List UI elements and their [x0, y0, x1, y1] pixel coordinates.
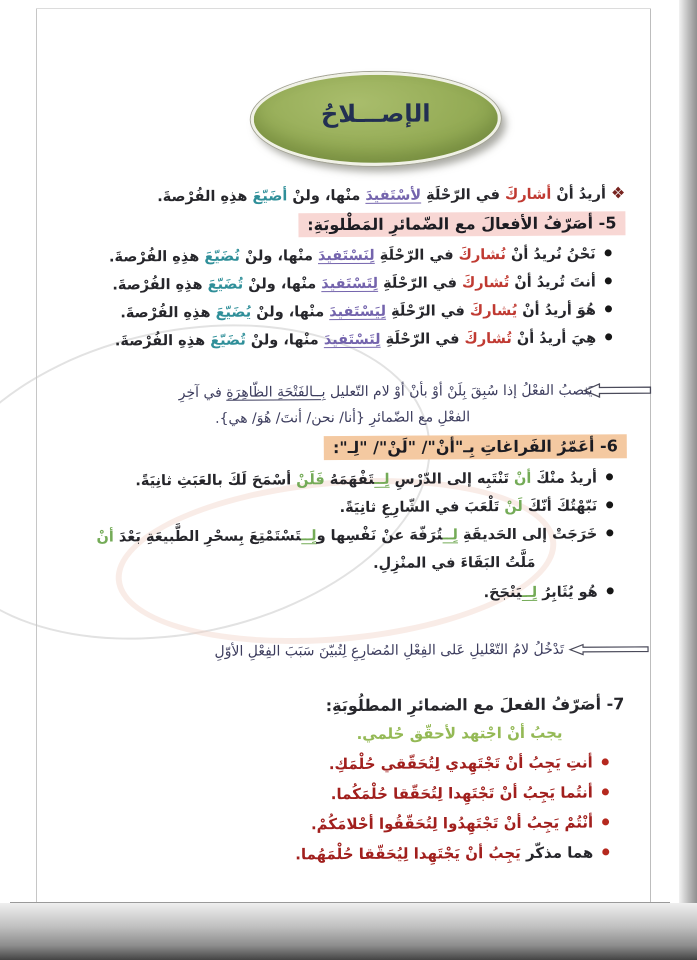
list-item: أريدُ منْكَ أنْ تَنْتَبِه إلى الدّرْسِ لِــتَفْهَمَهُ فَلَنْ أسْمَحَ لَكَ بالعَبَثِ ثانِيَةً. — [96, 464, 613, 495]
lesson-title-badge — [251, 71, 502, 167]
section5-heading-row — [298, 209, 625, 240]
lesson-title: الإصـــلاحُ — [320, 99, 431, 129]
bullet-icon — [606, 473, 613, 480]
bullet-icon — [602, 788, 609, 795]
intro-text: أريدُ أنْ أشاركَ في الرّحْلَةِ لأسْتَفيدَ منْها، ولنْ أضَيّعَ هذِهِ الفُرْصةَ. — [157, 186, 606, 206]
section7-list — [295, 749, 610, 871]
list-item: هما مذكّر يَجِبُ أنْ يَجْتَهِدا لِيُحَقّقا حُلْمَهُما. — [295, 839, 609, 871]
list-item: هُوَ أريدُ أنْ يُشاركَ في الرّحْلَةِ لِيَسْتَفيدَ منْها، ولنْ يُضَيّعَ هذِهِ الفُرْصةَ. — [109, 297, 612, 328]
list-item: هِيَ أريدُ أنْ تُشاركَ في الرّحْلَةِ لِتَسْتَفيدَ منْها، ولنْ تُضَيّعَ هذِهِ الفُرْصةَ. — [109, 325, 612, 356]
bullet-icon — [607, 587, 614, 594]
left-arrow-icon — [568, 642, 650, 657]
bullet-icon — [605, 333, 612, 340]
diamond-bullet-icon: ❖ — [610, 183, 626, 203]
list-item: أنتِ يَجِبُ أنْ تَجْتَهِدي لِتُحَقّقي حُلْمَكِ. — [295, 749, 609, 781]
bullet-icon — [605, 305, 612, 312]
note1-line2: الفعْلِ مع الضّمائرِ {أنا/ نحن/ أنتَ/ هُوَ/ هي}. — [215, 409, 471, 427]
bullet-icon — [602, 818, 609, 825]
section5-heading: 5- أصَرّفُ الأفعالَ مع الضّمائرِ المَطْلوبَةِ: — [298, 211, 625, 237]
left-arrow-icon — [582, 382, 652, 398]
list-item: نَحْنُ نُريدُ أنْ نُشاركَ في الرّحْلَةِ لِنَسْتَفيدَ منْها، ولنْ نُضَيّعَ هذِهِ الفُرْصةَ. — [109, 241, 612, 272]
bullet-icon — [602, 758, 609, 765]
intro-sentence — [157, 179, 625, 211]
list-item: أنتُما يَجِبُ أنْ تَجْتَهِدا لِتُحَقّقا حُلْمَكُما. — [295, 779, 609, 811]
grammar-note-1 — [92, 378, 592, 433]
bullet-icon — [606, 529, 613, 536]
section7-example: يجبُ أنْ اجْتهد لأحقّق حُلمي. — [356, 723, 563, 743]
bullet-icon — [606, 501, 613, 508]
list-item: أنتَ تُريدُ أنْ تُشاركَ في الرّحْلَةِ لِتَسْتَفيدَ منْها، ولنْ تُضَيّعَ هذِهِ الفُرْصةَ. — [109, 269, 612, 300]
note2-text: تَدْخُلُ لامُ التّعْليلِ عَلى الفِعْلِ المُضارِعِ لِتُبيّنَ سَبَبَ الفِعْلِ الأوّلِ — [214, 641, 565, 660]
grammar-note-2 — [214, 637, 564, 665]
section5-list — [109, 241, 612, 356]
list-item: أنْتُمْ يَجِبُ أنْ تَجْتَهِدُوا لِتُحَقّقُوا أحْلامَكُمْ. — [295, 809, 609, 841]
bullet-icon — [605, 249, 612, 256]
bullet-icon — [605, 277, 612, 284]
note1-line1: يَنصبُ الفعْلُ إذا سُبِقَ بِلَنْ أوْ بأنْ أوْ لام التّعليل بِــالفَتْحَةِ الظّاهِرَةِ في آخِرِ — [178, 382, 593, 402]
bullet-icon — [602, 848, 609, 855]
list-item: خَرَجَتْ إلى الحَديقَةِ لِــتُرَفّهَ عنْ نَفْسِها ولِــتَسْتَمْتِعَ بِسحْرِ الطَّبيعَةِ بَعْدَ أنْ مَلَّتُ البَقَاءَ في المنْزِلِ. — [96, 520, 613, 581]
list-item: نَبّهْتُكَ أنّكَ لَنْ تَلْعَبَ في الشّارِعِ ثانِيَةً. — [96, 492, 613, 523]
section7-heading: 7- أصَرّفُ الفعلَ مع الضمائرِ المطلُوبَةِ: — [325, 694, 625, 716]
list-item: هُو يُثَابِرُ لِــيَنْجَحَ. — [97, 578, 614, 609]
section6-heading: 6- أعَمّرُ الفَراغاتِ بِـ"أنْ"/ "لَنْ"/ "لِـ": — [324, 434, 627, 460]
section6-heading-row — [324, 432, 627, 463]
section6-list — [96, 464, 614, 609]
